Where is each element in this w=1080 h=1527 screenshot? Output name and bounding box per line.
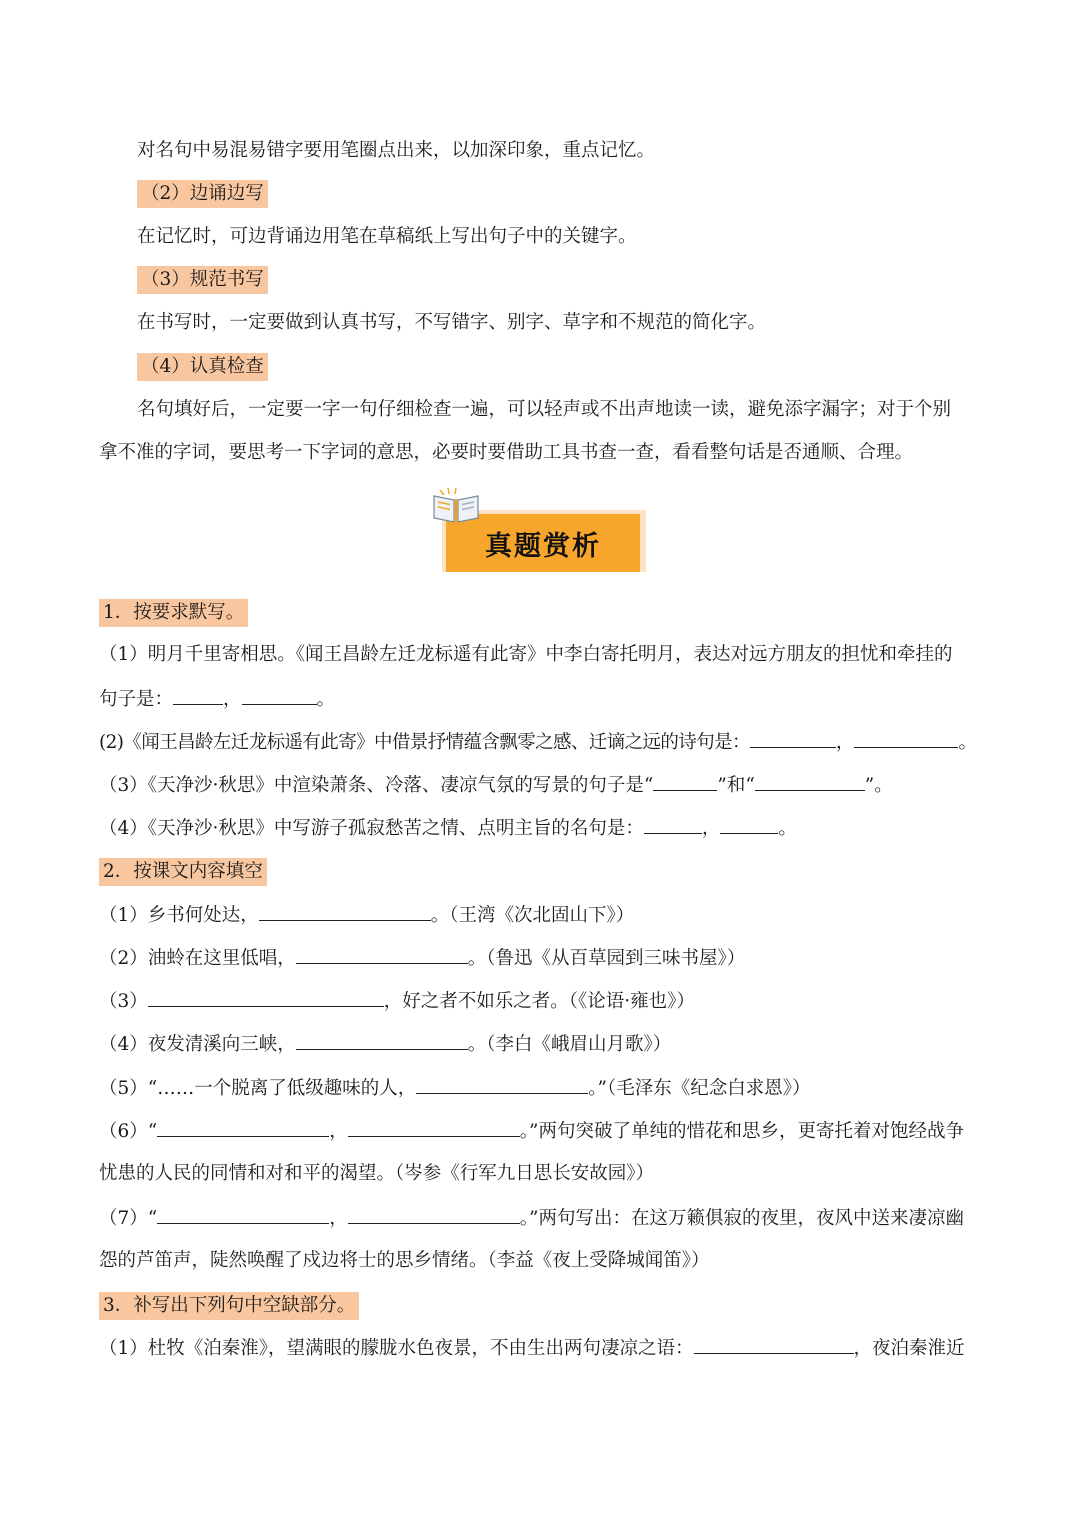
tip-text: 在记忆时，可边背诵边用笔在草稿纸上写出句子中的关键字。 bbox=[137, 226, 637, 247]
q2-item5 bbox=[99, 1075, 810, 1102]
answer-blank[interactable] bbox=[157, 1118, 329, 1137]
answer-blank[interactable] bbox=[653, 772, 717, 791]
question-title-text: 1．按要求默写。 bbox=[99, 599, 248, 627]
intro-line: 对名句中易混易错字要用笔圈点出来，以加深印象，重点记忆。 bbox=[137, 140, 656, 161]
section-banner bbox=[430, 486, 650, 582]
answer-blank[interactable] bbox=[148, 988, 384, 1007]
q2-item6-line2: 忧患的人民的同情和对和平的渴望。（岑参《行军九日思长安故园》） bbox=[99, 1163, 655, 1184]
q2-item6 bbox=[99, 1118, 964, 1145]
answer-blank[interactable] bbox=[755, 772, 865, 791]
answer-blank[interactable] bbox=[242, 686, 317, 705]
q1-item2-sep: ， bbox=[835, 732, 855, 753]
q1-item3 bbox=[99, 772, 893, 799]
answer-blank[interactable] bbox=[348, 1205, 520, 1224]
tip-heading-text: （2）边诵边写 bbox=[137, 180, 268, 208]
open-book-icon bbox=[430, 486, 482, 526]
answer-blank[interactable] bbox=[750, 729, 836, 748]
answer-blank[interactable] bbox=[259, 902, 431, 921]
question-title-text: 2．按课文内容填空 bbox=[99, 858, 267, 886]
q1-item1-line1: （1）明月千里寄相思。《闻王昌龄左迁龙标遥有此寄》中李白寄托明月，表达对远方朋友的担忧和牵挂的 bbox=[99, 644, 953, 665]
answer-blank[interactable] bbox=[173, 686, 223, 705]
banner-title: 真题赏析 bbox=[446, 514, 640, 572]
q2-item4 bbox=[99, 1031, 671, 1058]
q1-item4 bbox=[99, 815, 797, 842]
q2-item7 bbox=[99, 1205, 964, 1232]
answer-blank[interactable] bbox=[348, 1118, 520, 1137]
q1-item1-prefix: 句子是： bbox=[99, 689, 174, 710]
tip-heading bbox=[137, 180, 268, 208]
answer-blank[interactable] bbox=[157, 1205, 329, 1224]
q2-item4-prefix: （4）夜发清溪向三峡， bbox=[99, 1034, 296, 1055]
q2-item2 bbox=[99, 945, 745, 972]
tip-heading bbox=[137, 266, 268, 294]
q1-item2-prefix: (2)《闻王昌龄左迁龙标遥有此寄》中借景抒情蕴含飘零之感、迁谪之远的诗句是： bbox=[99, 732, 750, 753]
q1-item1-line2 bbox=[99, 686, 335, 713]
q1-item4-sep: ， bbox=[701, 818, 721, 839]
q2-item1-prefix: （1）乡书何处达， bbox=[99, 905, 259, 926]
q2-item1 bbox=[99, 902, 634, 929]
q2-item3 bbox=[99, 988, 695, 1015]
answer-blank[interactable] bbox=[296, 1031, 468, 1050]
q1-item3-prefix: （3）《天净沙·秋思》中渲染萧条、冷落、凄凉气氛的写景的句子是“ bbox=[99, 775, 654, 796]
q1-item2-end: 。 bbox=[958, 732, 977, 753]
q2-item5-suffix: 。”（毛泽东《纪念白求恩》） bbox=[588, 1078, 811, 1099]
q2-item7-sep: ， bbox=[329, 1208, 348, 1229]
tip-heading bbox=[137, 353, 268, 381]
answer-blank[interactable] bbox=[644, 815, 702, 834]
answer-blank[interactable] bbox=[854, 729, 958, 748]
answer-blank[interactable] bbox=[694, 1335, 854, 1354]
answer-blank[interactable] bbox=[720, 815, 778, 834]
q1-item3-end: ”。 bbox=[864, 775, 893, 796]
q2-item7-prefix: （7）“ bbox=[99, 1208, 158, 1229]
q2-item2-prefix: （2）油蛉在这里低唱， bbox=[99, 948, 296, 969]
answer-blank[interactable] bbox=[296, 945, 468, 964]
q2-item5-prefix: （5）“……一个脱离了低级趣味的人， bbox=[99, 1078, 417, 1099]
q2-item6-sep: ， bbox=[329, 1121, 348, 1142]
q1-item1-end: 。 bbox=[316, 689, 336, 710]
question-title-text: 3．补写出下列句中空缺部分。 bbox=[99, 1292, 359, 1320]
q1-item3-mid: ”和“ bbox=[717, 775, 755, 796]
question-title bbox=[99, 599, 248, 627]
q2-item6-suffix: 。”两句突破了单纯的惜花和思乡，更寄托着对饱经战争 bbox=[519, 1121, 964, 1142]
q2-item1-suffix: 。（王湾《次北固山下》） bbox=[430, 905, 635, 926]
q2-item7-suffix: 。”两句写出：在这万籁俱寂的夜里，夜风中送来凄凉幽 bbox=[519, 1208, 964, 1229]
tip-heading-text: （3）规范书写 bbox=[137, 266, 268, 294]
q2-item3-suffix: ，好之者不如乐之者。（《论语·雍也》） bbox=[383, 991, 695, 1012]
tip-text: 在书写时，一定要做到认真书写，不写错字、别字、草字和不规范的简化字。 bbox=[137, 312, 767, 333]
question-title bbox=[99, 858, 267, 886]
question-title bbox=[99, 1292, 359, 1320]
q2-item2-suffix: 。（鲁迅《从百草园到三味书屋》） bbox=[467, 948, 746, 969]
q1-item1-sep: ， bbox=[223, 689, 242, 710]
answer-blank[interactable] bbox=[416, 1075, 588, 1094]
q1-item4-end: 。 bbox=[778, 818, 797, 839]
q2-item4-suffix: 。（李白《峨眉山月歌》） bbox=[467, 1034, 672, 1055]
q1-item2 bbox=[99, 729, 977, 756]
tip-text-line: 名句填好后，一定要一字一句仔细检查一遍，可以轻声或不出声地读一读，避免添字漏字；对于个别 bbox=[137, 399, 952, 420]
q3-item1 bbox=[99, 1335, 965, 1362]
q2-item7-line2: 怨的芦笛声，陡然唤醒了戍边将士的思乡情绪。（李益《夜上受降城闻笛》） bbox=[99, 1250, 710, 1271]
q2-item6-prefix: （6）“ bbox=[99, 1121, 158, 1142]
q2-item3-prefix: （3） bbox=[99, 991, 148, 1012]
q1-item4-prefix: （4）《天净沙·秋思》中写游子孤寂愁苦之情、点明主旨的名句是： bbox=[99, 818, 644, 839]
q3-item1-prefix: （1）杜牧《泊秦淮》，望满眼的朦胧水色夜景，不由生出两句凄凉之语： bbox=[99, 1338, 694, 1359]
q3-item1-suffix: ，夜泊秦淮近 bbox=[853, 1338, 965, 1359]
tip-heading-text: （4）认真检查 bbox=[137, 353, 268, 381]
tip-text-line: 拿不准的字词，要思考一下字词的意思，必要时要借助工具书查一查，看看整句话是否通顺、合理。 bbox=[99, 442, 914, 463]
